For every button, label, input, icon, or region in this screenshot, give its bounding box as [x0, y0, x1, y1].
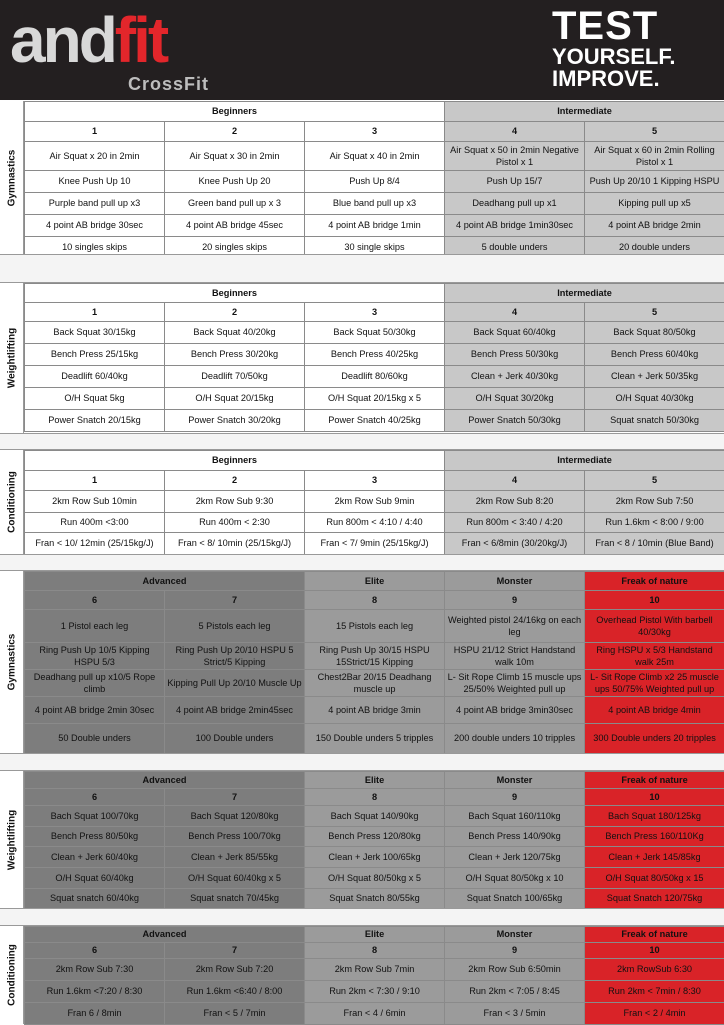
standards-table [24, 926, 724, 1025]
standard-cell: Knee Push Up 10 [25, 171, 165, 193]
standard-cell: Deadhang pull up x10/5 Rope climb [25, 670, 165, 697]
standard-cell: Fran < 8 / 10min (Blue Band) [585, 533, 724, 555]
table-row [25, 670, 724, 697]
table-row [25, 344, 724, 366]
level-number: 3 [305, 303, 445, 322]
standard-cell: Bench Press 120/80kg [305, 827, 445, 847]
table-row [25, 643, 724, 670]
standard-cell: 5 double unders [445, 237, 585, 259]
standard-cell: Back Squat 60/40kg [445, 322, 585, 344]
section-conditioning-beginner [0, 450, 724, 554]
standard-cell: 1 Pistol each leg [25, 610, 165, 643]
standard-cell: Ring Push Up 20/10 HSPU 5 Strict/5 Kipping [165, 643, 305, 670]
standard-cell: O/H Squat 60/40kg x 5 [165, 868, 305, 889]
standard-cell: L- Sit Rope Climb x2 25 muscle ups 50/75% Weighted pull up [585, 670, 724, 697]
standard-cell: Run 1.6km < 8:00 / 9:00 [585, 513, 724, 533]
standard-cell: Squat snatch 50/30kg [585, 410, 724, 432]
section-separator [0, 254, 724, 283]
category-label [0, 450, 24, 554]
table-row [25, 322, 724, 344]
level-group-header: Freak of nature [585, 572, 724, 591]
level-group-header: Intermediate [445, 102, 724, 122]
table-row [25, 366, 724, 388]
standard-cell: Squat snatch 70/45kg [165, 889, 305, 909]
level-group-header: Monster [445, 772, 585, 789]
standard-cell: 20 double unders [585, 237, 724, 259]
level-group-row [25, 927, 724, 943]
section-separator [0, 908, 724, 926]
standard-cell: Squat Snatch 100/65kg [445, 889, 585, 909]
standard-cell: Ring Push Up 10/5 Kipping HSPU 5/3 [25, 643, 165, 670]
standard-cell: 4 point AB bridge 1min30sec [445, 215, 585, 237]
standard-cell: 2km Row Sub 8:20 [445, 491, 585, 513]
standard-cell: O/H Squat 30/20kg [445, 388, 585, 410]
standard-cell: Push Up 15/7 [445, 171, 585, 193]
standard-cell: Fran < 5 / 7min [165, 1003, 305, 1025]
level-group-row [25, 451, 724, 471]
standard-cell: Bach Squat 120/80kg [165, 806, 305, 827]
standard-cell: O/H Squat 60/40kg [25, 868, 165, 889]
standard-cell: Back Squat 80/50kg [585, 322, 724, 344]
standard-cell: Air Squat x 20 in 2min [25, 142, 165, 171]
standard-cell: Bench Press 100/70kg [165, 827, 305, 847]
standards-table [24, 771, 724, 909]
slogan-line-2: YOURSELF. [552, 46, 675, 68]
standard-cell: Clean + Jerk 100/65kg [305, 847, 445, 868]
standard-cell: O/H Squat 20/15kg x 5 [305, 388, 445, 410]
table-row [25, 171, 724, 193]
level-group-header: Intermediate [445, 284, 724, 303]
level-group-header: Advanced [25, 927, 305, 943]
standard-cell: O/H Squat 80/50kg x 5 [305, 868, 445, 889]
category-label [0, 571, 24, 753]
level-group-header: Advanced [25, 772, 305, 789]
standard-cell: Back Squat 50/30kg [305, 322, 445, 344]
standard-cell: Bench Press 40/25kg [305, 344, 445, 366]
table-row [25, 697, 724, 724]
table-row [25, 215, 724, 237]
level-group-row [25, 284, 724, 303]
level-number: 1 [25, 303, 165, 322]
standard-cell: Overhead Pistol With barbell 40/30kg [585, 610, 724, 643]
standard-cell: 2km Row Sub 7:30 [25, 959, 165, 981]
standard-cell: Push Up 20/10 1 Kipping HSPU [585, 171, 724, 193]
standard-cell: Bench Press 160/110Kg [585, 827, 724, 847]
standard-cell: Bench Press 25/15kg [25, 344, 165, 366]
standard-cell: HSPU 21/12 Strict Handstand walk 10m [445, 643, 585, 670]
standard-cell: 100 Double unders [165, 724, 305, 754]
standard-cell: Ring HSPU x 5/3 Handstand walk 25m [585, 643, 724, 670]
standard-cell: 4 point AB bridge 2min [585, 215, 724, 237]
standard-cell: 150 Double unders 5 tripples [305, 724, 445, 754]
level-number: 9 [445, 789, 585, 806]
standard-cell: Bench Press 30/20kg [165, 344, 305, 366]
standard-cell: Power Snatch 30/20kg [165, 410, 305, 432]
logo-and: and [10, 4, 115, 76]
level-number: 10 [585, 591, 724, 610]
logo-crossfit: CrossFit [128, 74, 209, 95]
level-number: 5 [585, 303, 724, 322]
standard-cell: Deadlift 80/60kg [305, 366, 445, 388]
standard-cell: Power Snatch 50/30kg [445, 410, 585, 432]
category-label [0, 926, 24, 1024]
level-number: 4 [445, 303, 585, 322]
table-row [25, 193, 724, 215]
standard-cell: Clean + Jerk 145/85kg [585, 847, 724, 868]
level-group-header: Monster [445, 572, 585, 591]
standard-cell: Bach Squat 180/125kg [585, 806, 724, 827]
level-number-row [25, 591, 724, 610]
standard-cell: O/H Squat 20/15kg [165, 388, 305, 410]
level-group-header: Monster [445, 927, 585, 943]
standard-cell: Run 800m < 3:40 / 4:20 [445, 513, 585, 533]
standard-cell: Push Up 8/4 [305, 171, 445, 193]
standard-cell: Kipping Pull Up 20/10 Muscle Up [165, 670, 305, 697]
table-row [25, 142, 724, 171]
level-group-header: Intermediate [445, 451, 724, 471]
standard-cell: 4 point AB bridge 30sec [25, 215, 165, 237]
standard-cell: 4 point AB bridge 3min30sec [445, 697, 585, 724]
standard-cell: Bach Squat 100/70kg [25, 806, 165, 827]
standard-cell: Bench Press 140/90kg [445, 827, 585, 847]
level-number: 6 [25, 943, 165, 959]
category-label [0, 283, 24, 433]
table-row [25, 981, 724, 1003]
slogan [552, 6, 675, 90]
standard-cell: 2km RowSub 6:30 [585, 959, 724, 981]
table-row [25, 533, 724, 555]
level-number: 7 [165, 943, 305, 959]
standard-cell: Bench Press 50/30kg [445, 344, 585, 366]
standard-cell: 2km Row Sub 7min [305, 959, 445, 981]
standard-cell: O/H Squat 40/30kg [585, 388, 724, 410]
standard-cell: Bench Press 60/40kg [585, 344, 724, 366]
standard-cell: Ring Push Up 30/15 HSPU 15Strict/15 Kipping [305, 643, 445, 670]
standard-cell: O/H Squat 80/50kg x 15 [585, 868, 724, 889]
category-label-text: Conditioning [6, 471, 17, 533]
standard-cell: Kipping pull up x5 [585, 193, 724, 215]
level-group-row [25, 102, 724, 122]
level-number: 3 [305, 471, 445, 491]
standard-cell: 2km Row Sub 6:50min [445, 959, 585, 981]
level-number: 5 [585, 122, 724, 142]
category-label-text: Weightlifting [6, 328, 17, 388]
category-label [0, 101, 24, 254]
standard-cell: Deadlift 70/50kg [165, 366, 305, 388]
standard-cell: 5 Pistols each leg [165, 610, 305, 643]
standard-cell: Back Squat 30/15kg [25, 322, 165, 344]
level-number: 1 [25, 471, 165, 491]
standard-cell: Clean + Jerk 120/75kg [445, 847, 585, 868]
standard-cell: Fran < 8/ 10min (25/15kg/J) [165, 533, 305, 555]
standards-table [24, 101, 724, 259]
standard-cell: 4 point AB bridge 2min45sec [165, 697, 305, 724]
table-row [25, 491, 724, 513]
level-number: 2 [165, 471, 305, 491]
standard-cell: Clean + Jerk 60/40kg [25, 847, 165, 868]
table-row [25, 610, 724, 643]
level-number: 5 [585, 471, 724, 491]
standard-cell: Fran < 2 / 4min [585, 1003, 724, 1025]
table-row [25, 847, 724, 868]
standard-cell: Knee Push Up 20 [165, 171, 305, 193]
category-label [0, 771, 24, 908]
standard-cell: Purple band pull up x3 [25, 193, 165, 215]
level-group-header: Elite [305, 572, 445, 591]
level-group-row [25, 572, 724, 591]
standard-cell: 4 point AB bridge 45sec [165, 215, 305, 237]
level-number-row [25, 122, 724, 142]
level-number: 1 [25, 122, 165, 142]
standard-cell: Fran < 7/ 9min (25/15kg/J) [305, 533, 445, 555]
standard-cell: Run 400m < 2:30 [165, 513, 305, 533]
table-row [25, 513, 724, 533]
standard-cell: Fran < 3 / 5min [445, 1003, 585, 1025]
page-header [0, 0, 724, 100]
standard-cell: O/H Squat 80/50kg x 10 [445, 868, 585, 889]
level-number: 4 [445, 471, 585, 491]
level-number: 10 [585, 943, 724, 959]
standard-cell: Squat snatch 60/40kg [25, 889, 165, 909]
standard-cell: Fran < 6/8min (30/20kg/J) [445, 533, 585, 555]
table-row [25, 959, 724, 981]
standard-cell: Back Squat 40/20kg [165, 322, 305, 344]
standard-cell: 2km Row Sub 10min [25, 491, 165, 513]
level-number: 9 [445, 591, 585, 610]
section-separator [0, 753, 724, 771]
standard-cell: O/H Squat 5kg [25, 388, 165, 410]
level-number: 9 [445, 943, 585, 959]
standard-cell: Clean + Jerk 85/55kg [165, 847, 305, 868]
level-number-row [25, 471, 724, 491]
logo-fit: fit [115, 4, 166, 76]
standard-cell: Clean + Jerk 40/30kg [445, 366, 585, 388]
level-group-header: Beginners [25, 451, 445, 471]
standard-cell: Run 2km < 7min / 8:30 [585, 981, 724, 1003]
level-group-header: Elite [305, 772, 445, 789]
standard-cell: 4 point AB bridge 3min [305, 697, 445, 724]
standard-cell: Weighted pistol 24/16kg on each leg [445, 610, 585, 643]
standard-cell: Deadhang pull up x1 [445, 193, 585, 215]
level-group-header: Elite [305, 927, 445, 943]
section-weightlifting-advanced [0, 771, 724, 908]
section-conditioning-advanced [0, 926, 724, 1024]
standard-cell: Deadlift 60/40kg [25, 366, 165, 388]
standard-cell: Green band pull up x 3 [165, 193, 305, 215]
level-number-row [25, 943, 724, 959]
standard-cell: Power Snatch 20/15kg [25, 410, 165, 432]
standard-cell: 2km Row Sub 7:20 [165, 959, 305, 981]
standard-cell: 50 Double unders [25, 724, 165, 754]
category-label-text: Gymnastics [6, 149, 17, 206]
section-weightlifting-beginner [0, 283, 724, 433]
standard-cell: Bench Press 80/50kg [25, 827, 165, 847]
table-row [25, 806, 724, 827]
standard-cell: Run 800m < 4:10 / 4:40 [305, 513, 445, 533]
standard-cell: 300 Double unders 20 tripples [585, 724, 724, 754]
standard-cell: Air Squat x 30 in 2min [165, 142, 305, 171]
category-label-text: Conditioning [6, 944, 17, 1006]
section-gymnastics-advanced [0, 571, 724, 753]
standard-cell: Squat Snatch 80/55kg [305, 889, 445, 909]
standards-table [24, 283, 724, 432]
standard-cell: 15 Pistols each leg [305, 610, 445, 643]
standard-cell: Fran < 4 / 6min [305, 1003, 445, 1025]
table-row [25, 1003, 724, 1025]
standard-cell: Clean + Jerk 50/35kg [585, 366, 724, 388]
level-number: 6 [25, 789, 165, 806]
standard-cell: Run 1.6km <7:20 / 8:30 [25, 981, 165, 1003]
standard-cell: Run 2km < 7:30 / 9:10 [305, 981, 445, 1003]
standard-cell: Air Squat x 50 in 2min Negative Pistol x 1 [445, 142, 585, 171]
table-row [25, 827, 724, 847]
level-group-header: Advanced [25, 572, 305, 591]
standard-cell: Squat Snatch 120/75kg [585, 889, 724, 909]
level-group-header: Beginners [25, 284, 445, 303]
standard-cell: 4 point AB bridge 2min 30sec [25, 697, 165, 724]
standards-table [24, 450, 724, 555]
level-number: 2 [165, 122, 305, 142]
standard-cell: 20 singles skips [165, 237, 305, 259]
level-number: 8 [305, 789, 445, 806]
table-row [25, 724, 724, 754]
table-row [25, 889, 724, 909]
standard-cell: Run 2km < 7:05 / 8:45 [445, 981, 585, 1003]
table-row [25, 388, 724, 410]
slogan-line-1: TEST [552, 6, 675, 46]
standard-cell: 4 point AB bridge 1min [305, 215, 445, 237]
standard-cell: Air Squat x 60 in 2min Rolling Pistol x 1 [585, 142, 724, 171]
level-number: 8 [305, 943, 445, 959]
standard-cell: 2km Row Sub 9min [305, 491, 445, 513]
standard-cell: 2km Row Sub 7:50 [585, 491, 724, 513]
standard-cell: 2km Row Sub 9:30 [165, 491, 305, 513]
slogan-line-3: IMPROVE. [552, 68, 675, 90]
level-number: 8 [305, 591, 445, 610]
level-number: 4 [445, 122, 585, 142]
standard-cell: 10 singles skips [25, 237, 165, 259]
standard-cell: 30 single skips [305, 237, 445, 259]
level-number-row [25, 303, 724, 322]
standard-cell: Bach Squat 140/90kg [305, 806, 445, 827]
level-group-header: Freak of nature [585, 772, 724, 789]
level-number: 7 [165, 789, 305, 806]
level-number: 2 [165, 303, 305, 322]
section-gymnastics-beginner [0, 101, 724, 254]
level-group-header: Freak of nature [585, 927, 724, 943]
level-number: 3 [305, 122, 445, 142]
standard-cell: Run 1.6km <6:40 / 8:00 [165, 981, 305, 1003]
level-group-header: Beginners [25, 102, 445, 122]
standard-cell: Run 400m <3:00 [25, 513, 165, 533]
level-group-row [25, 772, 724, 789]
standard-cell: Blue band pull up x3 [305, 193, 445, 215]
standard-cell: Power Snatch 40/25kg [305, 410, 445, 432]
standard-cell: Fran < 10/ 12min (25/15kg/J) [25, 533, 165, 555]
level-number: 6 [25, 591, 165, 610]
category-label-text: Gymnastics [6, 634, 17, 691]
section-separator [0, 433, 724, 450]
level-number: 10 [585, 789, 724, 806]
standard-cell: 4 point AB bridge 4min [585, 697, 724, 724]
standard-cell: Fran 6 / 8min [25, 1003, 165, 1025]
standard-cell: L- Sit Rope Climb 15 muscle ups 25/50% Weighted pull up [445, 670, 585, 697]
andfit-logo [10, 4, 220, 98]
standard-cell: Chest2Bar 20/15 Deadhang muscle up [305, 670, 445, 697]
standard-cell: Bach Squat 160/110kg [445, 806, 585, 827]
standards-table [24, 571, 724, 754]
table-row [25, 868, 724, 889]
standard-cell: 200 double unders 10 tripples [445, 724, 585, 754]
standard-cell: Air Squat x 40 in 2min [305, 142, 445, 171]
level-number-row [25, 789, 724, 806]
level-number: 7 [165, 591, 305, 610]
table-row [25, 410, 724, 432]
category-label-text: Weightlifting [6, 809, 17, 869]
section-separator [0, 554, 724, 571]
